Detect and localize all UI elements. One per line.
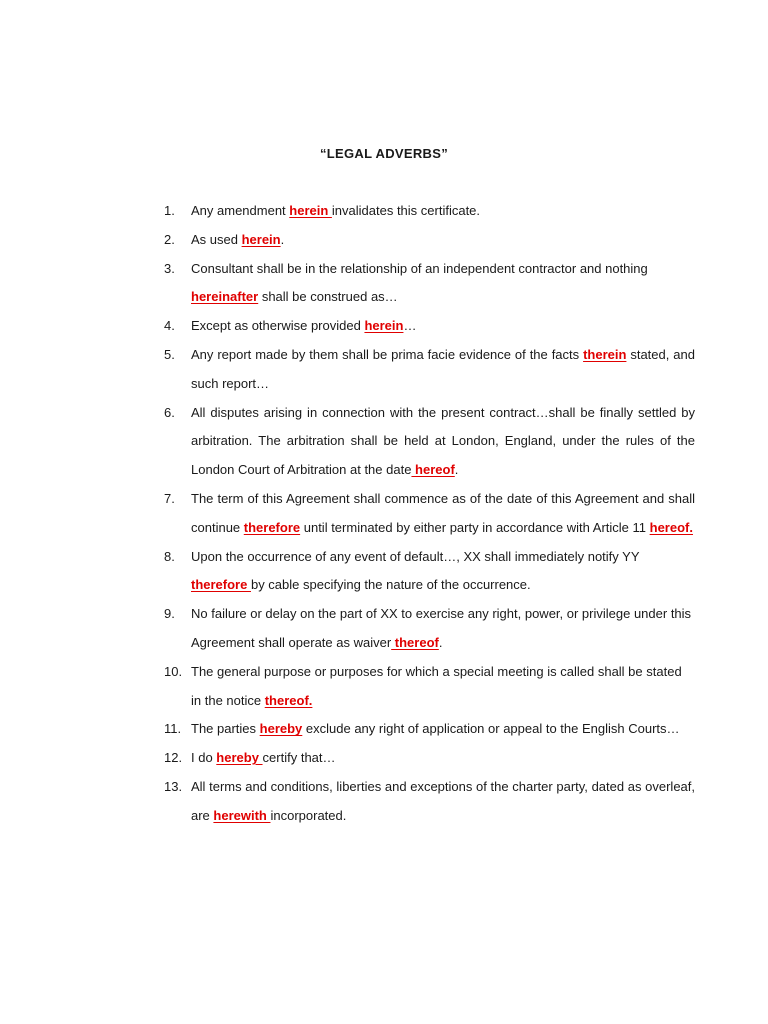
list-item — [164, 399, 695, 485]
item-text-segment: by cable specifying the nature of the occurrence. — [250, 577, 531, 593]
item-number: 9. — [164, 606, 175, 622]
list-item — [164, 226, 695, 255]
document-title: “LEGAL ADVERBS” — [319, 146, 448, 161]
item-text — [191, 779, 695, 823]
item-text-segment: . — [438, 634, 443, 650]
list-item — [164, 543, 695, 601]
legal-adverb-keyword: therefore — [243, 519, 301, 535]
legal-adverb-keyword: thereof — [391, 634, 439, 650]
list-item — [164, 600, 695, 658]
legal-adverb-keyword: hereof. — [649, 519, 693, 535]
item-text-segment: Any amendment — [191, 203, 290, 218]
item-text-segment: The parties — [191, 721, 260, 737]
item-text-segment: I do — [191, 750, 217, 766]
item-text-segment: All disputes arising in connection with the present contract…shall be finally settled by arbitration. The arbitration shall be held at London, England, under the rules of the London Court of Arbitration at the date — [191, 404, 695, 478]
item-text-segment: incorporated. — [270, 807, 347, 823]
item-text-segment: As used — [191, 231, 242, 247]
item-text — [191, 750, 336, 765]
item-text-segment: All terms and conditions, liberties and exceptions of the charter party, dated as overleaf, are — [191, 778, 695, 823]
list-item — [164, 341, 695, 399]
item-text-segment: The general purpose or purposes for which a special meeting is called shall be stated in the notice — [191, 663, 682, 708]
list-item — [164, 485, 695, 543]
item-text — [191, 664, 682, 708]
legal-adverb-keyword: therein — [583, 346, 627, 362]
list-item — [164, 658, 695, 716]
item-text — [191, 318, 416, 333]
legal-adverb-keyword: herein — [289, 203, 332, 218]
list-item — [164, 773, 695, 831]
item-text-segment: exclude any right of application or appeal to the English Courts… — [302, 721, 680, 737]
item-number: 7. — [164, 490, 175, 506]
item-number: 11. — [164, 721, 182, 737]
legal-adverb-keyword: hereby — [216, 750, 263, 766]
legal-adverbs-list — [164, 197, 695, 831]
item-number: 12. — [164, 750, 183, 766]
item-number: 10. — [164, 663, 183, 679]
item-text — [191, 721, 680, 736]
legal-adverb-keyword: herein — [241, 231, 281, 247]
item-text-segment: stated, and such report… — [191, 346, 695, 391]
item-number: 3. — [164, 260, 175, 276]
item-text-segment: Upon the occurrence of any event of default…, XX shall immediately notify YY — [191, 548, 640, 564]
list-item — [164, 197, 695, 226]
legal-adverb-keyword: herein — [364, 318, 404, 334]
item-text-segment: invalidates this certificate. — [331, 203, 481, 218]
item-text — [191, 606, 691, 650]
item-text-segment: shall be construed as… — [258, 289, 398, 305]
item-text-segment: until terminated by either party in accordance with Article 11 — [300, 519, 650, 535]
item-text-segment: No failure or delay on the part of XX to exercise any right, power, or privilege under this Agreement shall operate as waiver — [191, 606, 692, 650]
legal-adverb-keyword: therefore — [191, 577, 251, 593]
list-item — [164, 715, 695, 744]
legal-adverb-keyword: herewith — [213, 807, 271, 823]
item-text-segment: . — [280, 231, 285, 247]
item-text-segment: Consultant shall be in the relationship of an independent contractor and nothing — [191, 260, 648, 276]
item-number: 4. — [164, 318, 175, 334]
item-text — [191, 232, 284, 247]
item-number: 13. — [164, 778, 183, 794]
legal-adverb-keyword: hereof — [411, 462, 455, 478]
list-item — [164, 255, 695, 313]
item-text — [191, 491, 695, 535]
item-text — [191, 203, 480, 218]
item-text-segment: Any report made by them shall be prima facie evidence of the facts — [191, 346, 584, 362]
list-item — [164, 744, 695, 773]
item-text-segment: … — [403, 318, 417, 334]
item-text — [191, 549, 639, 593]
list-item — [164, 312, 695, 341]
item-text — [191, 405, 695, 478]
item-text — [191, 261, 648, 305]
legal-adverb-keyword: thereof. — [264, 692, 313, 708]
item-text — [191, 347, 695, 391]
item-number: 5. — [164, 346, 175, 362]
item-number: 1. — [164, 203, 175, 218]
item-text-segment: certify that… — [262, 750, 336, 766]
item-number: 6. — [164, 404, 175, 420]
item-text-segment: . — [454, 462, 459, 478]
item-text-segment: The term of this Agreement shall commence as of the date of this Agreement and shall continue — [191, 490, 695, 535]
item-text-segment: Except as otherwise provided — [191, 318, 365, 334]
legal-adverb-keyword: hereby — [259, 721, 303, 737]
item-number: 2. — [164, 231, 175, 247]
legal-adverb-keyword: hereinafter — [191, 289, 259, 305]
item-number: 8. — [164, 548, 175, 564]
